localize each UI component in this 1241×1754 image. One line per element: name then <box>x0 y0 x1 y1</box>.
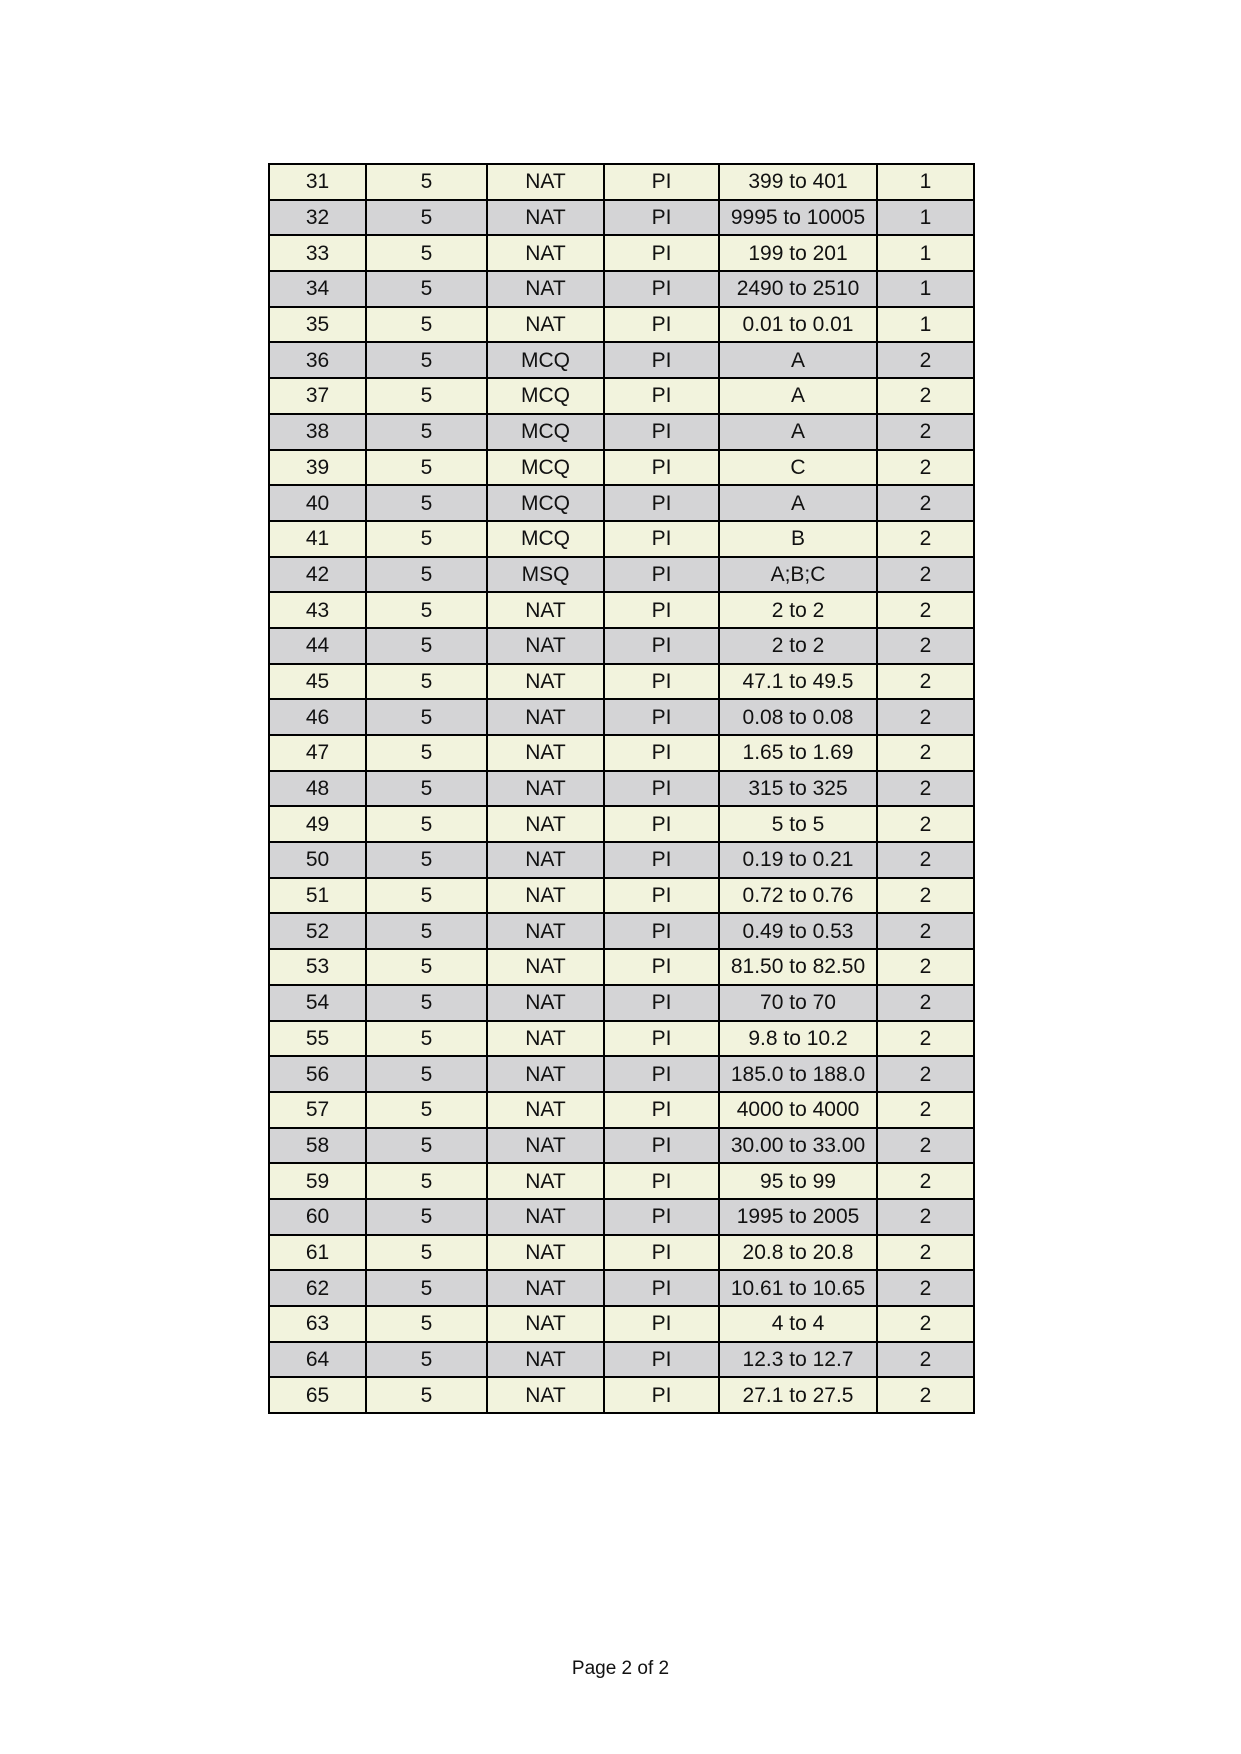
answer-key-cell: 9995 to 10005 <box>719 200 877 236</box>
session-cell: 5 <box>366 1163 487 1199</box>
table-row <box>269 878 974 914</box>
section-cell: PI <box>604 485 719 521</box>
question-number-cell: 35 <box>269 307 366 343</box>
answer-key-cell: 81.50 to 82.50 <box>719 949 877 985</box>
session-cell: 5 <box>366 842 487 878</box>
marks-cell: 1 <box>877 271 974 307</box>
answer-key-cell: 2490 to 2510 <box>719 271 877 307</box>
question-number-cell: 43 <box>269 592 366 628</box>
question-number-cell: 62 <box>269 1270 366 1306</box>
marks-cell: 2 <box>877 414 974 450</box>
question-type-cell: NAT <box>487 1342 604 1378</box>
question-type-cell: MCQ <box>487 342 604 378</box>
question-type-cell: NAT <box>487 1056 604 1092</box>
question-type-cell: NAT <box>487 1092 604 1128</box>
table-row <box>269 592 974 628</box>
answer-key-cell: 0.19 to 0.21 <box>719 842 877 878</box>
answer-key-cell: A <box>719 378 877 414</box>
marks-cell: 2 <box>877 913 974 949</box>
table-row <box>269 628 974 664</box>
question-number-cell: 51 <box>269 878 366 914</box>
question-number-cell: 49 <box>269 806 366 842</box>
table-row <box>269 378 974 414</box>
answer-key-cell: 0.01 to 0.01 <box>719 307 877 343</box>
question-number-cell: 60 <box>269 1199 366 1235</box>
answer-key-table-body <box>269 164 974 1413</box>
marks-cell: 1 <box>877 235 974 271</box>
question-type-cell: NAT <box>487 913 604 949</box>
marks-cell: 2 <box>877 557 974 593</box>
question-number-cell: 32 <box>269 200 366 236</box>
question-type-cell: NAT <box>487 200 604 236</box>
question-type-cell: MCQ <box>487 521 604 557</box>
section-cell: PI <box>604 1199 719 1235</box>
question-number-cell: 58 <box>269 1128 366 1164</box>
question-type-cell: NAT <box>487 771 604 807</box>
session-cell: 5 <box>366 450 487 486</box>
question-number-cell: 64 <box>269 1342 366 1378</box>
question-number-cell: 63 <box>269 1306 366 1342</box>
question-type-cell: NAT <box>487 806 604 842</box>
question-number-cell: 47 <box>269 735 366 771</box>
section-cell: PI <box>604 521 719 557</box>
table-row <box>269 699 974 735</box>
question-number-cell: 44 <box>269 628 366 664</box>
table-row <box>269 1306 974 1342</box>
marks-cell: 1 <box>877 307 974 343</box>
question-number-cell: 41 <box>269 521 366 557</box>
marks-cell: 2 <box>877 1306 974 1342</box>
marks-cell: 2 <box>877 1163 974 1199</box>
question-number-cell: 57 <box>269 1092 366 1128</box>
answer-key-cell: 185.0 to 188.0 <box>719 1056 877 1092</box>
question-number-cell: 36 <box>269 342 366 378</box>
session-cell: 5 <box>366 913 487 949</box>
question-number-cell: 55 <box>269 1021 366 1057</box>
marks-cell: 2 <box>877 1377 974 1413</box>
table-row <box>269 913 974 949</box>
question-type-cell: NAT <box>487 235 604 271</box>
session-cell: 5 <box>366 557 487 593</box>
question-type-cell: NAT <box>487 1377 604 1413</box>
table-row <box>269 1021 974 1057</box>
answer-key-cell: 1.65 to 1.69 <box>719 735 877 771</box>
marks-cell: 1 <box>877 164 974 200</box>
table-row <box>269 842 974 878</box>
answer-key-cell: 4 to 4 <box>719 1306 877 1342</box>
table-row <box>269 735 974 771</box>
answer-key-cell: 12.3 to 12.7 <box>719 1342 877 1378</box>
section-cell: PI <box>604 878 719 914</box>
question-type-cell: NAT <box>487 878 604 914</box>
section-cell: PI <box>604 1306 719 1342</box>
session-cell: 5 <box>366 521 487 557</box>
session-cell: 5 <box>366 1128 487 1164</box>
table-row <box>269 664 974 700</box>
table-row <box>269 557 974 593</box>
section-cell: PI <box>604 592 719 628</box>
section-cell: PI <box>604 699 719 735</box>
answer-key-cell: B <box>719 521 877 557</box>
question-type-cell: NAT <box>487 1163 604 1199</box>
session-cell: 5 <box>366 1342 487 1378</box>
marks-cell: 2 <box>877 485 974 521</box>
marks-cell: 2 <box>877 1199 974 1235</box>
section-cell: PI <box>604 450 719 486</box>
answer-key-cell: 2 to 2 <box>719 628 877 664</box>
question-number-cell: 33 <box>269 235 366 271</box>
section-cell: PI <box>604 271 719 307</box>
answer-key-cell: 0.49 to 0.53 <box>719 913 877 949</box>
table-row <box>269 235 974 271</box>
table-row <box>269 949 974 985</box>
question-number-cell: 61 <box>269 1235 366 1271</box>
session-cell: 5 <box>366 1199 487 1235</box>
session-cell: 5 <box>366 342 487 378</box>
section-cell: PI <box>604 1163 719 1199</box>
question-number-cell: 56 <box>269 1056 366 1092</box>
table-row <box>269 271 974 307</box>
marks-cell: 2 <box>877 1021 974 1057</box>
session-cell: 5 <box>366 1056 487 1092</box>
question-type-cell: NAT <box>487 271 604 307</box>
question-number-cell: 39 <box>269 450 366 486</box>
marks-cell: 1 <box>877 200 974 236</box>
answer-key-cell: 47.1 to 49.5 <box>719 664 877 700</box>
question-number-cell: 50 <box>269 842 366 878</box>
question-number-cell: 46 <box>269 699 366 735</box>
session-cell: 5 <box>366 592 487 628</box>
table-row <box>269 1235 974 1271</box>
table-row <box>269 1270 974 1306</box>
table-row <box>269 342 974 378</box>
question-number-cell: 59 <box>269 1163 366 1199</box>
answer-key-cell: 4000 to 4000 <box>719 1092 877 1128</box>
section-cell: PI <box>604 771 719 807</box>
session-cell: 5 <box>366 735 487 771</box>
question-type-cell: NAT <box>487 664 604 700</box>
session-cell: 5 <box>366 307 487 343</box>
answer-key-cell: A <box>719 342 877 378</box>
answer-key-cell: 20.8 to 20.8 <box>719 1235 877 1271</box>
session-cell: 5 <box>366 664 487 700</box>
question-type-cell: NAT <box>487 699 604 735</box>
marks-cell: 2 <box>877 342 974 378</box>
table-row <box>269 414 974 450</box>
marks-cell: 2 <box>877 1270 974 1306</box>
answer-key-cell: 9.8 to 10.2 <box>719 1021 877 1057</box>
marks-cell: 2 <box>877 1235 974 1271</box>
marks-cell: 2 <box>877 771 974 807</box>
answer-key-cell: 2 to 2 <box>719 592 877 628</box>
table-row <box>269 521 974 557</box>
question-type-cell: NAT <box>487 307 604 343</box>
table-row <box>269 1128 974 1164</box>
answer-key-cell: 95 to 99 <box>719 1163 877 1199</box>
question-type-cell: NAT <box>487 1235 604 1271</box>
session-cell: 5 <box>366 378 487 414</box>
question-type-cell: NAT <box>487 842 604 878</box>
question-type-cell: NAT <box>487 164 604 200</box>
table-row <box>269 1163 974 1199</box>
table-row <box>269 485 974 521</box>
answer-key-cell: 315 to 325 <box>719 771 877 807</box>
question-type-cell: NAT <box>487 1306 604 1342</box>
answer-key-cell: C <box>719 450 877 486</box>
answer-key-cell: 1995 to 2005 <box>719 1199 877 1235</box>
session-cell: 5 <box>366 699 487 735</box>
session-cell: 5 <box>366 235 487 271</box>
answer-key-cell: 70 to 70 <box>719 985 877 1021</box>
table-row <box>269 1342 974 1378</box>
question-type-cell: NAT <box>487 592 604 628</box>
question-number-cell: 34 <box>269 271 366 307</box>
session-cell: 5 <box>366 1306 487 1342</box>
answer-key-cell: 0.72 to 0.76 <box>719 878 877 914</box>
session-cell: 5 <box>366 164 487 200</box>
question-type-cell: NAT <box>487 949 604 985</box>
question-number-cell: 48 <box>269 771 366 807</box>
marks-cell: 2 <box>877 735 974 771</box>
section-cell: PI <box>604 1342 719 1378</box>
question-type-cell: NAT <box>487 735 604 771</box>
section-cell: PI <box>604 1270 719 1306</box>
marks-cell: 2 <box>877 628 974 664</box>
table-row <box>269 985 974 1021</box>
question-number-cell: 53 <box>269 949 366 985</box>
session-cell: 5 <box>366 628 487 664</box>
question-number-cell: 45 <box>269 664 366 700</box>
session-cell: 5 <box>366 271 487 307</box>
section-cell: PI <box>604 735 719 771</box>
table-row <box>269 1092 974 1128</box>
answer-key-cell: 27.1 to 27.5 <box>719 1377 877 1413</box>
session-cell: 5 <box>366 949 487 985</box>
session-cell: 5 <box>366 200 487 236</box>
marks-cell: 2 <box>877 949 974 985</box>
marks-cell: 2 <box>877 1092 974 1128</box>
table-row <box>269 806 974 842</box>
section-cell: PI <box>604 1128 719 1164</box>
answer-key-cell: 10.61 to 10.65 <box>719 1270 877 1306</box>
table-row <box>269 200 974 236</box>
section-cell: PI <box>604 1235 719 1271</box>
marks-cell: 2 <box>877 1342 974 1378</box>
marks-cell: 2 <box>877 521 974 557</box>
section-cell: PI <box>604 985 719 1021</box>
table-row <box>269 771 974 807</box>
marks-cell: 2 <box>877 1056 974 1092</box>
section-cell: PI <box>604 1021 719 1057</box>
question-type-cell: NAT <box>487 1270 604 1306</box>
marks-cell: 2 <box>877 878 974 914</box>
question-number-cell: 38 <box>269 414 366 450</box>
section-cell: PI <box>604 842 719 878</box>
table-row <box>269 1377 974 1413</box>
question-number-cell: 54 <box>269 985 366 1021</box>
section-cell: PI <box>604 1056 719 1092</box>
session-cell: 5 <box>366 1235 487 1271</box>
section-cell: PI <box>604 414 719 450</box>
marks-cell: 2 <box>877 985 974 1021</box>
question-type-cell: MCQ <box>487 414 604 450</box>
question-type-cell: MCQ <box>487 378 604 414</box>
section-cell: PI <box>604 1092 719 1128</box>
answer-key-cell: 0.08 to 0.08 <box>719 699 877 735</box>
question-type-cell: MCQ <box>487 450 604 486</box>
section-cell: PI <box>604 557 719 593</box>
question-type-cell: MSQ <box>487 557 604 593</box>
section-cell: PI <box>604 342 719 378</box>
marks-cell: 2 <box>877 664 974 700</box>
marks-cell: 2 <box>877 699 974 735</box>
marks-cell: 2 <box>877 842 974 878</box>
section-cell: PI <box>604 664 719 700</box>
section-cell: PI <box>604 628 719 664</box>
answer-key-cell: A <box>719 485 877 521</box>
table-row <box>269 307 974 343</box>
question-type-cell: NAT <box>487 1199 604 1235</box>
answer-key-cell: 199 to 201 <box>719 235 877 271</box>
session-cell: 5 <box>366 806 487 842</box>
session-cell: 5 <box>366 1021 487 1057</box>
marks-cell: 2 <box>877 378 974 414</box>
section-cell: PI <box>604 307 719 343</box>
section-cell: PI <box>604 913 719 949</box>
answer-key-cell: 399 to 401 <box>719 164 877 200</box>
session-cell: 5 <box>366 1270 487 1306</box>
answer-key-cell: 30.00 to 33.00 <box>719 1128 877 1164</box>
answer-key-table <box>268 163 975 1414</box>
page-number: Page 2 of 2 <box>571 1658 670 1679</box>
question-number-cell: 40 <box>269 485 366 521</box>
session-cell: 5 <box>366 414 487 450</box>
question-number-cell: 65 <box>269 1377 366 1413</box>
answer-key-cell: 5 to 5 <box>719 806 877 842</box>
marks-cell: 2 <box>877 450 974 486</box>
marks-cell: 2 <box>877 1128 974 1164</box>
section-cell: PI <box>604 1377 719 1413</box>
session-cell: 5 <box>366 1092 487 1128</box>
marks-cell: 2 <box>877 592 974 628</box>
answer-key-cell: A <box>719 414 877 450</box>
question-type-cell: NAT <box>487 985 604 1021</box>
table-row <box>269 450 974 486</box>
question-type-cell: NAT <box>487 1021 604 1057</box>
question-number-cell: 31 <box>269 164 366 200</box>
question-number-cell: 52 <box>269 913 366 949</box>
question-number-cell: 42 <box>269 557 366 593</box>
question-type-cell: MCQ <box>487 485 604 521</box>
session-cell: 5 <box>366 1377 487 1413</box>
question-type-cell: NAT <box>487 1128 604 1164</box>
answer-key-cell: A;B;C <box>719 557 877 593</box>
session-cell: 5 <box>366 878 487 914</box>
table-row <box>269 1056 974 1092</box>
section-cell: PI <box>604 200 719 236</box>
session-cell: 5 <box>366 485 487 521</box>
session-cell: 5 <box>366 985 487 1021</box>
question-type-cell: NAT <box>487 628 604 664</box>
section-cell: PI <box>604 949 719 985</box>
section-cell: PI <box>604 164 719 200</box>
table-row <box>269 1199 974 1235</box>
section-cell: PI <box>604 806 719 842</box>
table-row <box>269 164 974 200</box>
session-cell: 5 <box>366 771 487 807</box>
marks-cell: 2 <box>877 806 974 842</box>
question-number-cell: 37 <box>269 378 366 414</box>
section-cell: PI <box>604 235 719 271</box>
section-cell: PI <box>604 378 719 414</box>
